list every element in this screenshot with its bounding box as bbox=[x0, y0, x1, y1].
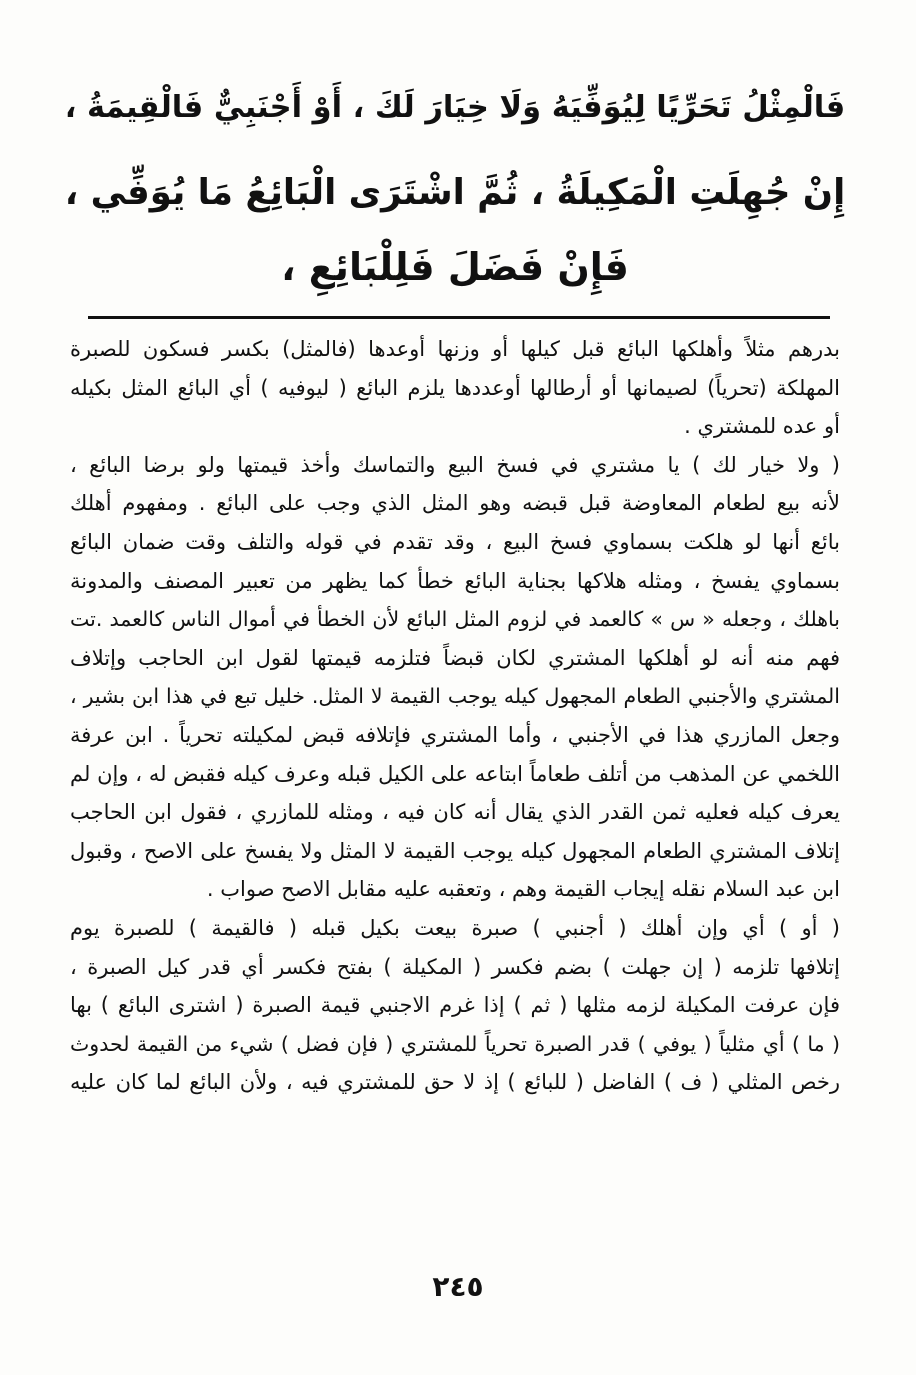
commentary-line: بدرهم مثلاً وأهلكها البائع قبل كيلها أو وزنها أوعدها (فالمثل) بكسر فسكون للصبرة bbox=[70, 337, 840, 361]
matn-line-2: إِنْ جُهِلَتِ الْمَكِيلَةُ ، ثُمَّ اشْتَرَى الْبَائِعُ مَا يُوَفِّي ، bbox=[64, 172, 846, 213]
commentary-line: فهم منه أنه لو أهلكها المشتري لكان قبضاً فتلزمه قيمتها لقول ابن الحاجب وإتلاف bbox=[70, 645, 840, 670]
commentary-line: ( أو ) أي وإن أهلك ( أجنبي ) صبرة بيعت بكيل قبله ( فالقيمة ) للصبرة يوم bbox=[70, 915, 840, 940]
commentary-line: وجعل المازري هذا في الأجنبي ، وأما المشتري فإتلافه قبض لمكيلته تحرياً . ابن عرفة bbox=[70, 722, 840, 747]
commentary-line: ابن عبد السلام نقله إيجاب القيمة وهم ، وتعقبه عليه مقابل الاصح صواب . bbox=[206, 877, 840, 902]
commentary-line: ( ولا خيار لك ) يا مشتري في فسخ البيع والتماسك وأخذ قيمتها ولو برضا البائع ، bbox=[70, 452, 840, 477]
matn-line-1: فَالْمِثْلُ تَحَرِّيًا لِيُوَفِّيَهُ وَلَا خِيَارَ لَكَ ، أَوْ أَجْنَبِيٌّ فَالْقِيمَةُ ، bbox=[64, 90, 846, 125]
commentary-line: لأنه بيع لطعام المعاوضة قبل قبضه وهو المثل الذي وجب على البائع . ومفهوم أهلك bbox=[70, 491, 840, 516]
commentary-line: بائع أنها لو هلكت بسماوي فسخ البيع ، وقد تقدم في قوله والتلف وقت ضمان البائع bbox=[70, 529, 840, 554]
commentary-line: المهلكة (تحرياً) لصيمانها أو أرطالها أوعددها يلزم البائع ( ليوفيه ) أي البائع المثل بكيله bbox=[70, 375, 840, 400]
commentary-line: إتلاف المشتري الطعام المجهول كيله يوجب القيمة لا المثل ولا يفسخ على الاصح ، وقبول bbox=[70, 838, 840, 863]
commentary-line: إتلافها تلزمه ( إن جهلت ) بضم فكسر ( المكيلة ) بفتح فكسر أي قدر كيل الصبرة ، bbox=[70, 954, 840, 979]
commentary-line: ( ما ) أي مثلياً ( يوفي ) قدر الصبرة تحرياً للمشتري ( فإن فضل ) شيء من القيمة لحدوث bbox=[70, 1031, 840, 1056]
commentary-line: باهلك ، وجعله « س » كالعمد في لزوم المثل البائع لأن الخطأ في أموال الناس كالعمد .تت bbox=[70, 607, 840, 632]
page-number: ٢٤٥ bbox=[432, 1270, 484, 1303]
commentary-line: اللخمي عن المذهب من أتلف طعاماً ابتاعه على الكيل قبله وعرف كيله فقبض له ، وإن لم bbox=[70, 761, 840, 786]
commentary-line: يعرف كيله فعليه ثمن القدر الذي يقال أنه كان فيه ، ومثله للمازري ، فقول ابن الحاجب bbox=[70, 800, 840, 825]
commentary-line: أو عده للمشتري . bbox=[684, 414, 840, 439]
commentary-line: فإن عرفت المكيلة لزمه مثلها ( ثم ) إذا غرم الاجنبي قيمة الصبرة ( اشترى البائع ) بها bbox=[70, 993, 840, 1018]
commentary-text bbox=[70, 330, 840, 1102]
commentary-line: رخص المثلي ( ف ) الفاضل ( للبائع ) إذ لا حق للمشتري فيه ، ولأن البائع لما كان عليه bbox=[70, 1070, 840, 1095]
commentary-line: بسماوي يفسخ ، ومثله هلاكها بجناية البائع خطأ كما يظهر من تعبير المصنف والمدونة bbox=[70, 568, 840, 593]
matn-line-3: فَإِنْ فَضَلَ فَلِلْبَائِعِ ، bbox=[281, 245, 629, 289]
horizontal-rule bbox=[88, 316, 830, 319]
commentary-line: المشتري والأجنبي الطعام المجهول كيله يوجب القيمة لا المثل. خليل تبع في هذا ابن بشير ، bbox=[70, 684, 840, 709]
